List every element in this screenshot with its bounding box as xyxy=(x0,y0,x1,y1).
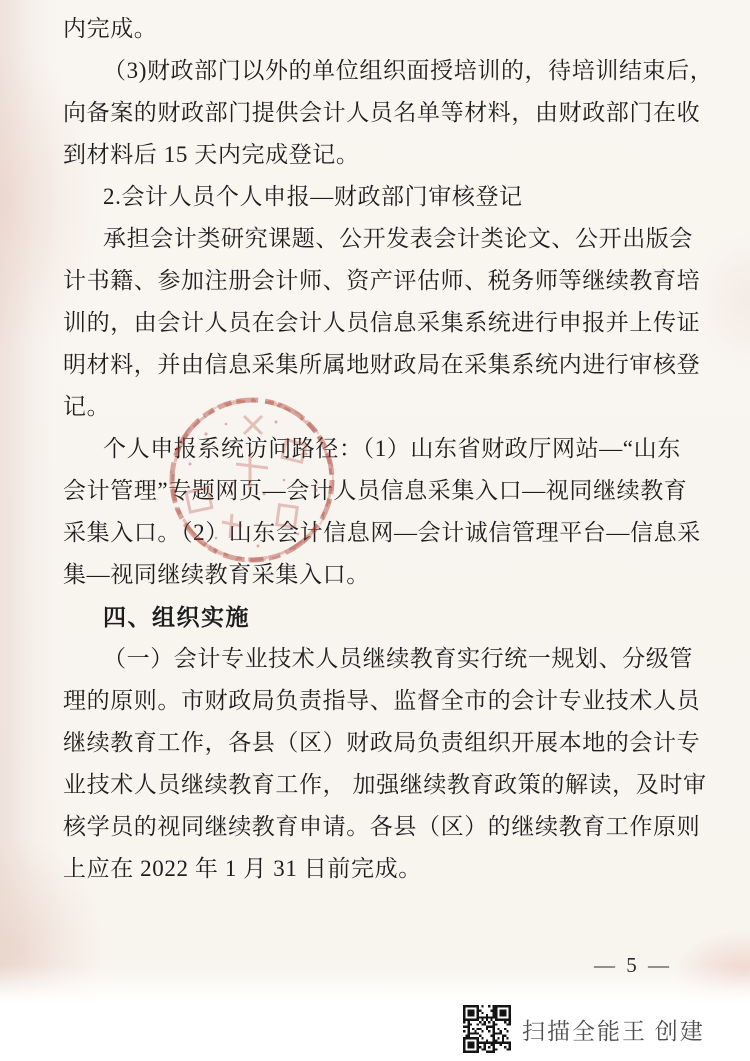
qr-code-icon xyxy=(463,1005,511,1053)
text-line: 上应在 2022 年 1 月 31 日前完成。 xyxy=(63,856,422,881)
text-line: 会计管理”专题网页—会计人员信息采集入口—视同继续教育 xyxy=(63,478,688,503)
text-line: 明材料，并由信息采集所属地财政局在采集系统内进行审核登 xyxy=(63,352,701,377)
text-line: 四、组织实施 xyxy=(103,604,250,630)
text-line: 采集入口。（2）山东会计信息网—会计诚信管理平台—信息采 xyxy=(63,520,701,545)
text-line: 继续教育工作，各县（区）财政局负责组织开展本地的会计专 xyxy=(63,730,701,755)
document-text xyxy=(63,8,714,890)
text-line: （3)财政部门以外的单位组织面授培训的，待培训结束后， xyxy=(103,58,714,83)
text-line: 业技术人员继续教育工作， 加强继续教育政策的解读，及时审 xyxy=(63,772,707,797)
text-line: 承担会计类研究课题、公开发表会计类论文、公开出版会 xyxy=(103,226,693,251)
text-line: 2.会计人员个人申报—财政部门审核登记 xyxy=(103,184,523,209)
scanner-watermark xyxy=(463,1004,705,1054)
text-line: 计书籍、参加注册会计师、资产评估师、税务师等继续教育培 xyxy=(63,268,701,293)
text-line: （一）会计专业技术人员继续教育实行统一规划、分级管 xyxy=(103,646,693,671)
text-line: 向备案的财政部门提供会计人员名单等材料，由财政部门在收 xyxy=(63,100,701,125)
text-line: 训的，由会计人员在会计人员信息采集系统进行申报并上传证 xyxy=(63,310,701,335)
text-line: 记。 xyxy=(63,394,111,419)
text-line: 到材料后 15 天内完成登记。 xyxy=(63,142,360,167)
text-line: 集—视同继续教育采集入口。 xyxy=(63,562,370,587)
text-line: 理的原则。市财政局负责指导、监督全市的会计专业技术人员 xyxy=(63,688,701,713)
qr-caption: 扫描全能王 创建 xyxy=(522,1018,705,1044)
text-line: 个人申报系统访问路径：（1）山东省财政厅网站—“山东 xyxy=(103,436,681,461)
page-number: — 5 — xyxy=(594,953,672,977)
text-line: 核学员的视同继续教育申请。各县（区）的继续教育工作原则 xyxy=(63,814,701,839)
text-line: 内完成。 xyxy=(63,16,158,41)
